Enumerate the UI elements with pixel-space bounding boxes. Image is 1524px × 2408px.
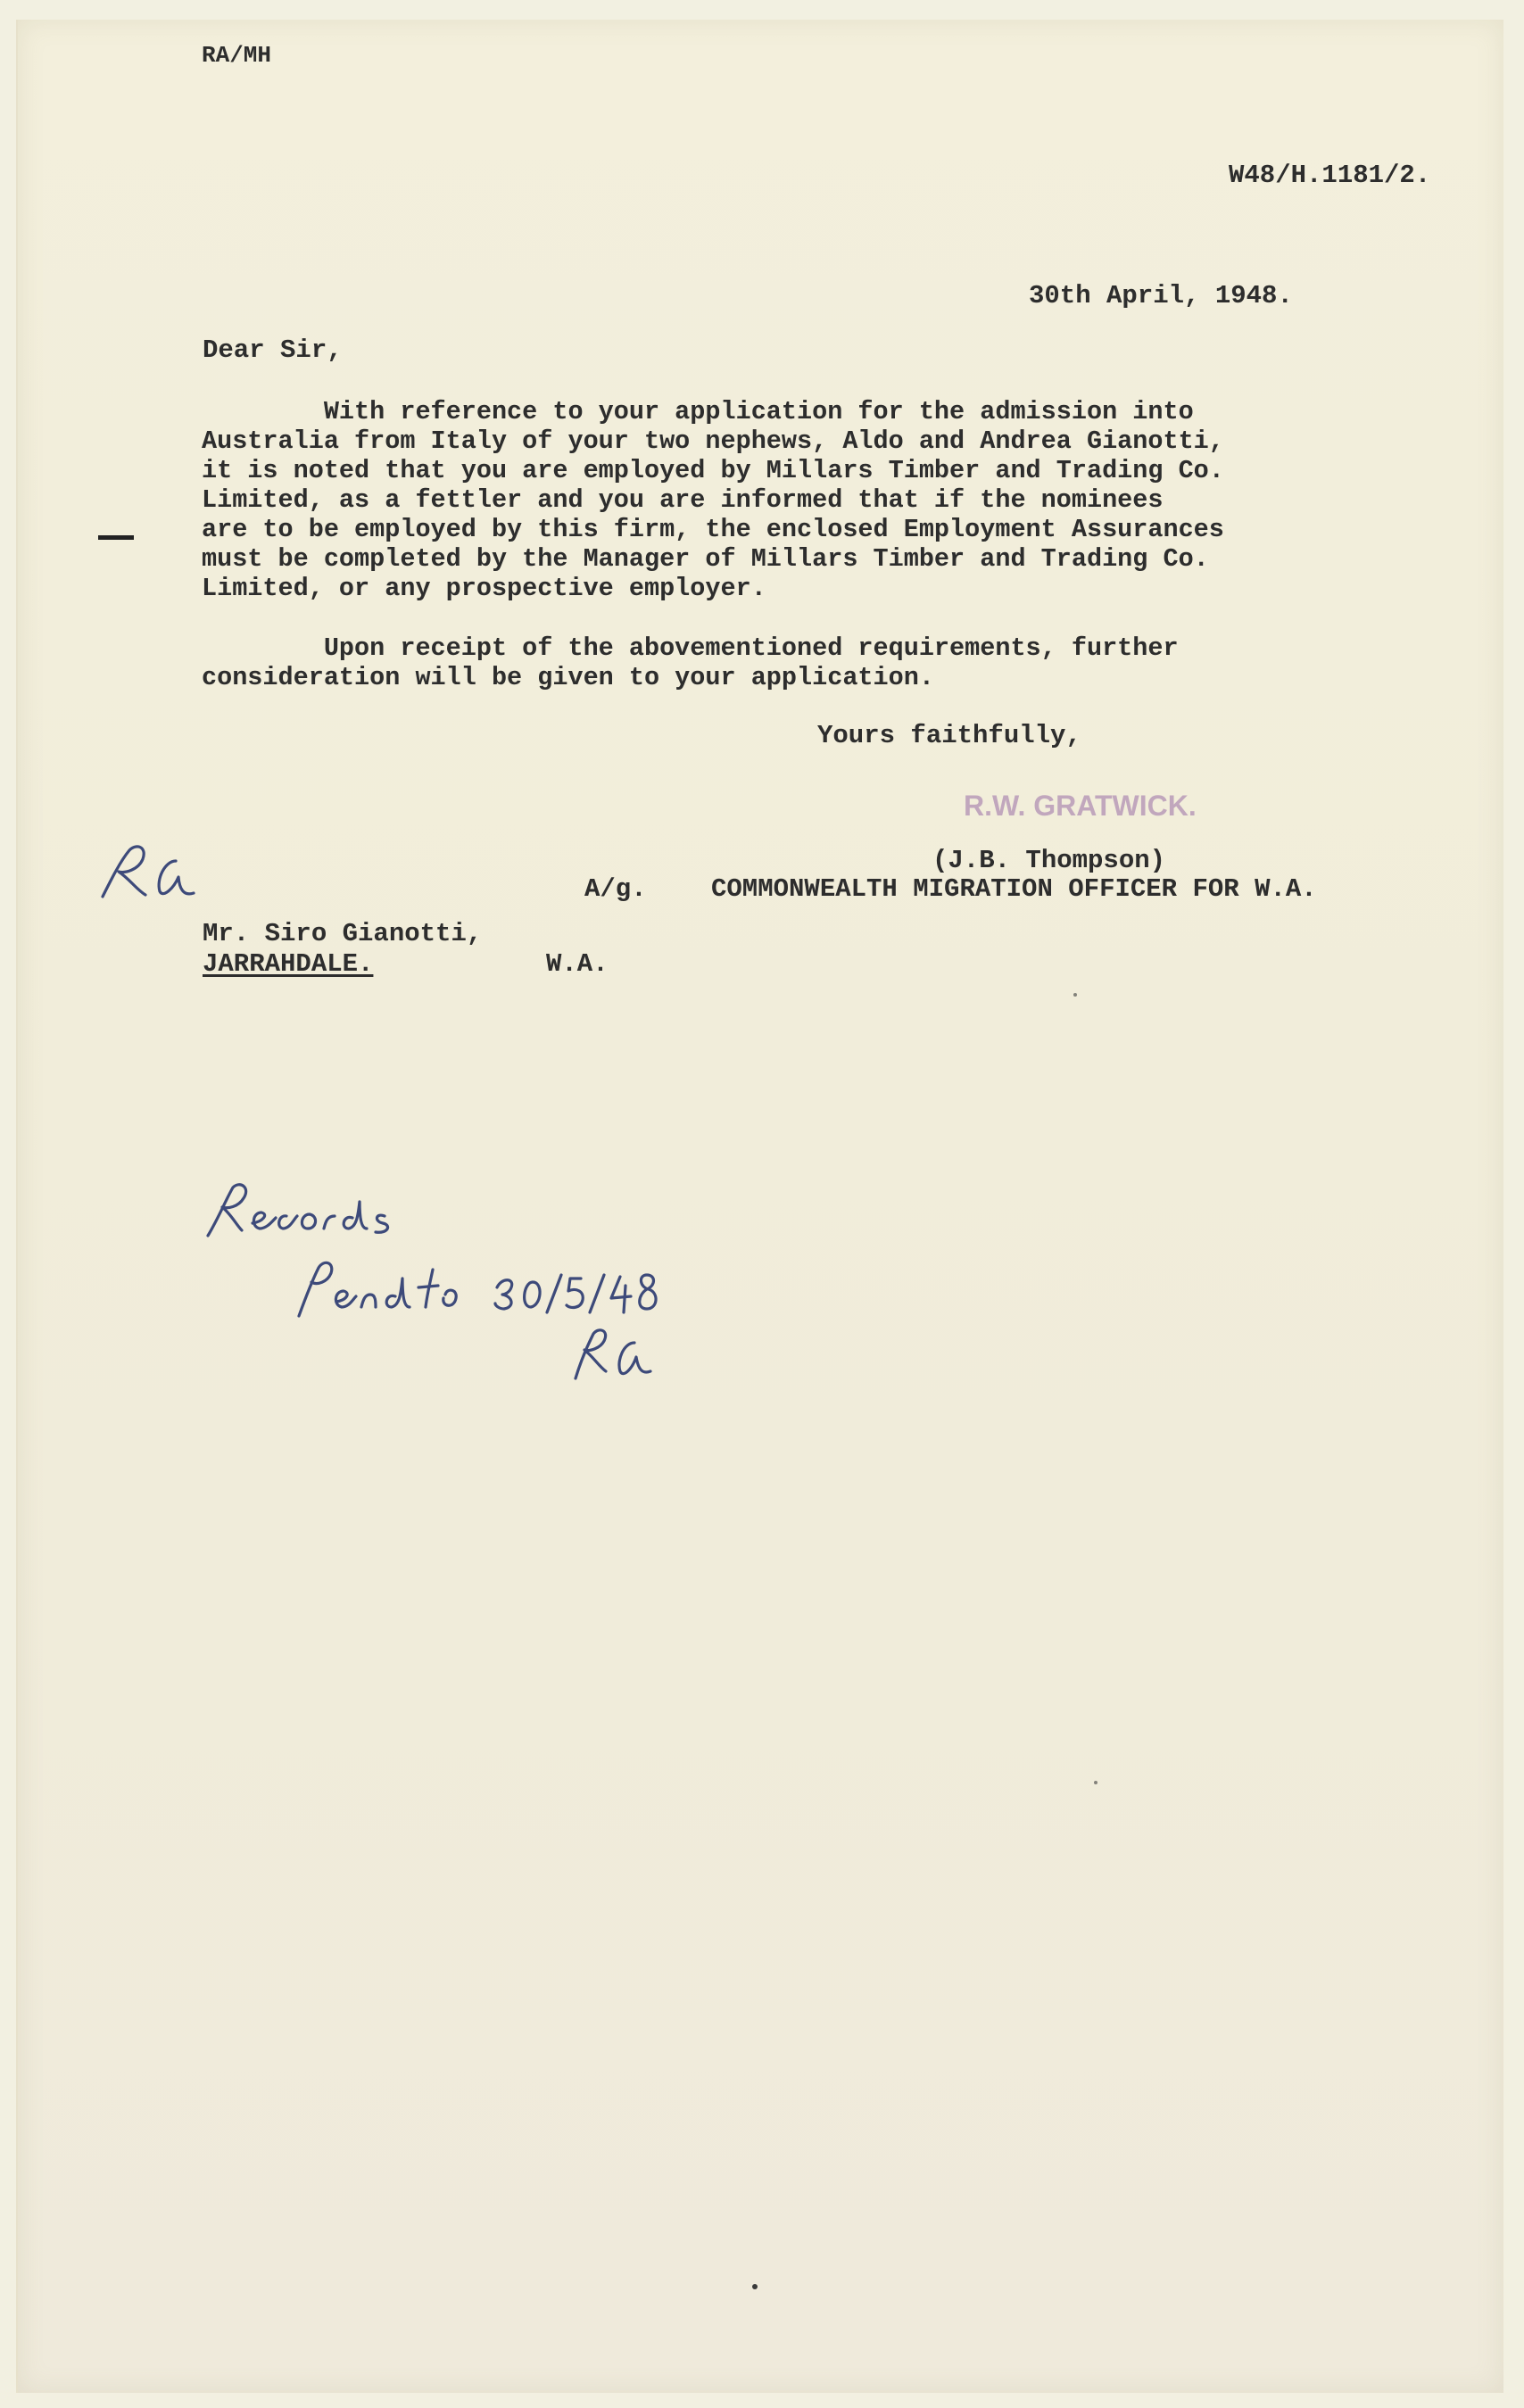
note-line-records (0, 0, 1, 1)
paragraph-line: Upon receipt of the abovementioned requirements, further (202, 633, 1179, 663)
paragraph-line: are to be employed by this firm, the enclosed Employment Assurances (202, 515, 1224, 544)
acting-prefix: A/g. (584, 874, 647, 904)
recipient-town: JARRAHDALE. (203, 949, 374, 979)
salutation: Dear Sir, (203, 335, 343, 365)
handwritten-note (201, 1182, 700, 1387)
margin-dash-mark (98, 535, 134, 540)
paragraph-line: Limited, or any prospective employer. (202, 574, 766, 603)
recipient-name: Mr. Siro Gianotti, (203, 919, 483, 948)
body-paragraph-2 (202, 633, 1179, 692)
file-reference: W48/H.1181/2. (1229, 161, 1431, 190)
paragraph-line: Limited, as a fettler and you are informed that if the nominees (202, 485, 1164, 515)
officer-title: COMMONWEALTH MIGRATION OFFICER FOR W.A. (711, 874, 1317, 904)
paragraph-line: consideration will be given to your application. (202, 663, 934, 692)
signature-stamp: R.W. GRATWICK. (964, 790, 1197, 822)
paper-speck (1073, 993, 1077, 997)
body-paragraph-1 (202, 397, 1224, 603)
letter-date: 30th April, 1948. (1029, 281, 1293, 310)
paragraph-line: Australia from Italy of your two nephews, Aldo and Andrea Gianotti, (202, 426, 1224, 456)
paragraph-line: must be completed by the Manager of Millars Timber and Trading Co. (202, 544, 1209, 574)
margin-initials-text (0, 0, 1, 1)
paper-speck (1094, 1781, 1097, 1784)
paragraph-line: it is noted that you are employed by Millars Timber and Trading Co. (202, 456, 1224, 485)
margin-initials-handwriting (94, 843, 210, 906)
paragraph-line: With reference to your application for the admission into (202, 397, 1194, 426)
note-initials (0, 0, 1, 1)
recipient-state: W.A. (546, 949, 609, 979)
note-line-pend (0, 0, 1, 1)
complimentary-close: Yours faithfully, (817, 721, 1081, 750)
paper-speck (752, 2284, 758, 2289)
typed-name: (J.B. Thompson) (932, 846, 1166, 875)
typist-initials: RA/MH (202, 42, 272, 69)
